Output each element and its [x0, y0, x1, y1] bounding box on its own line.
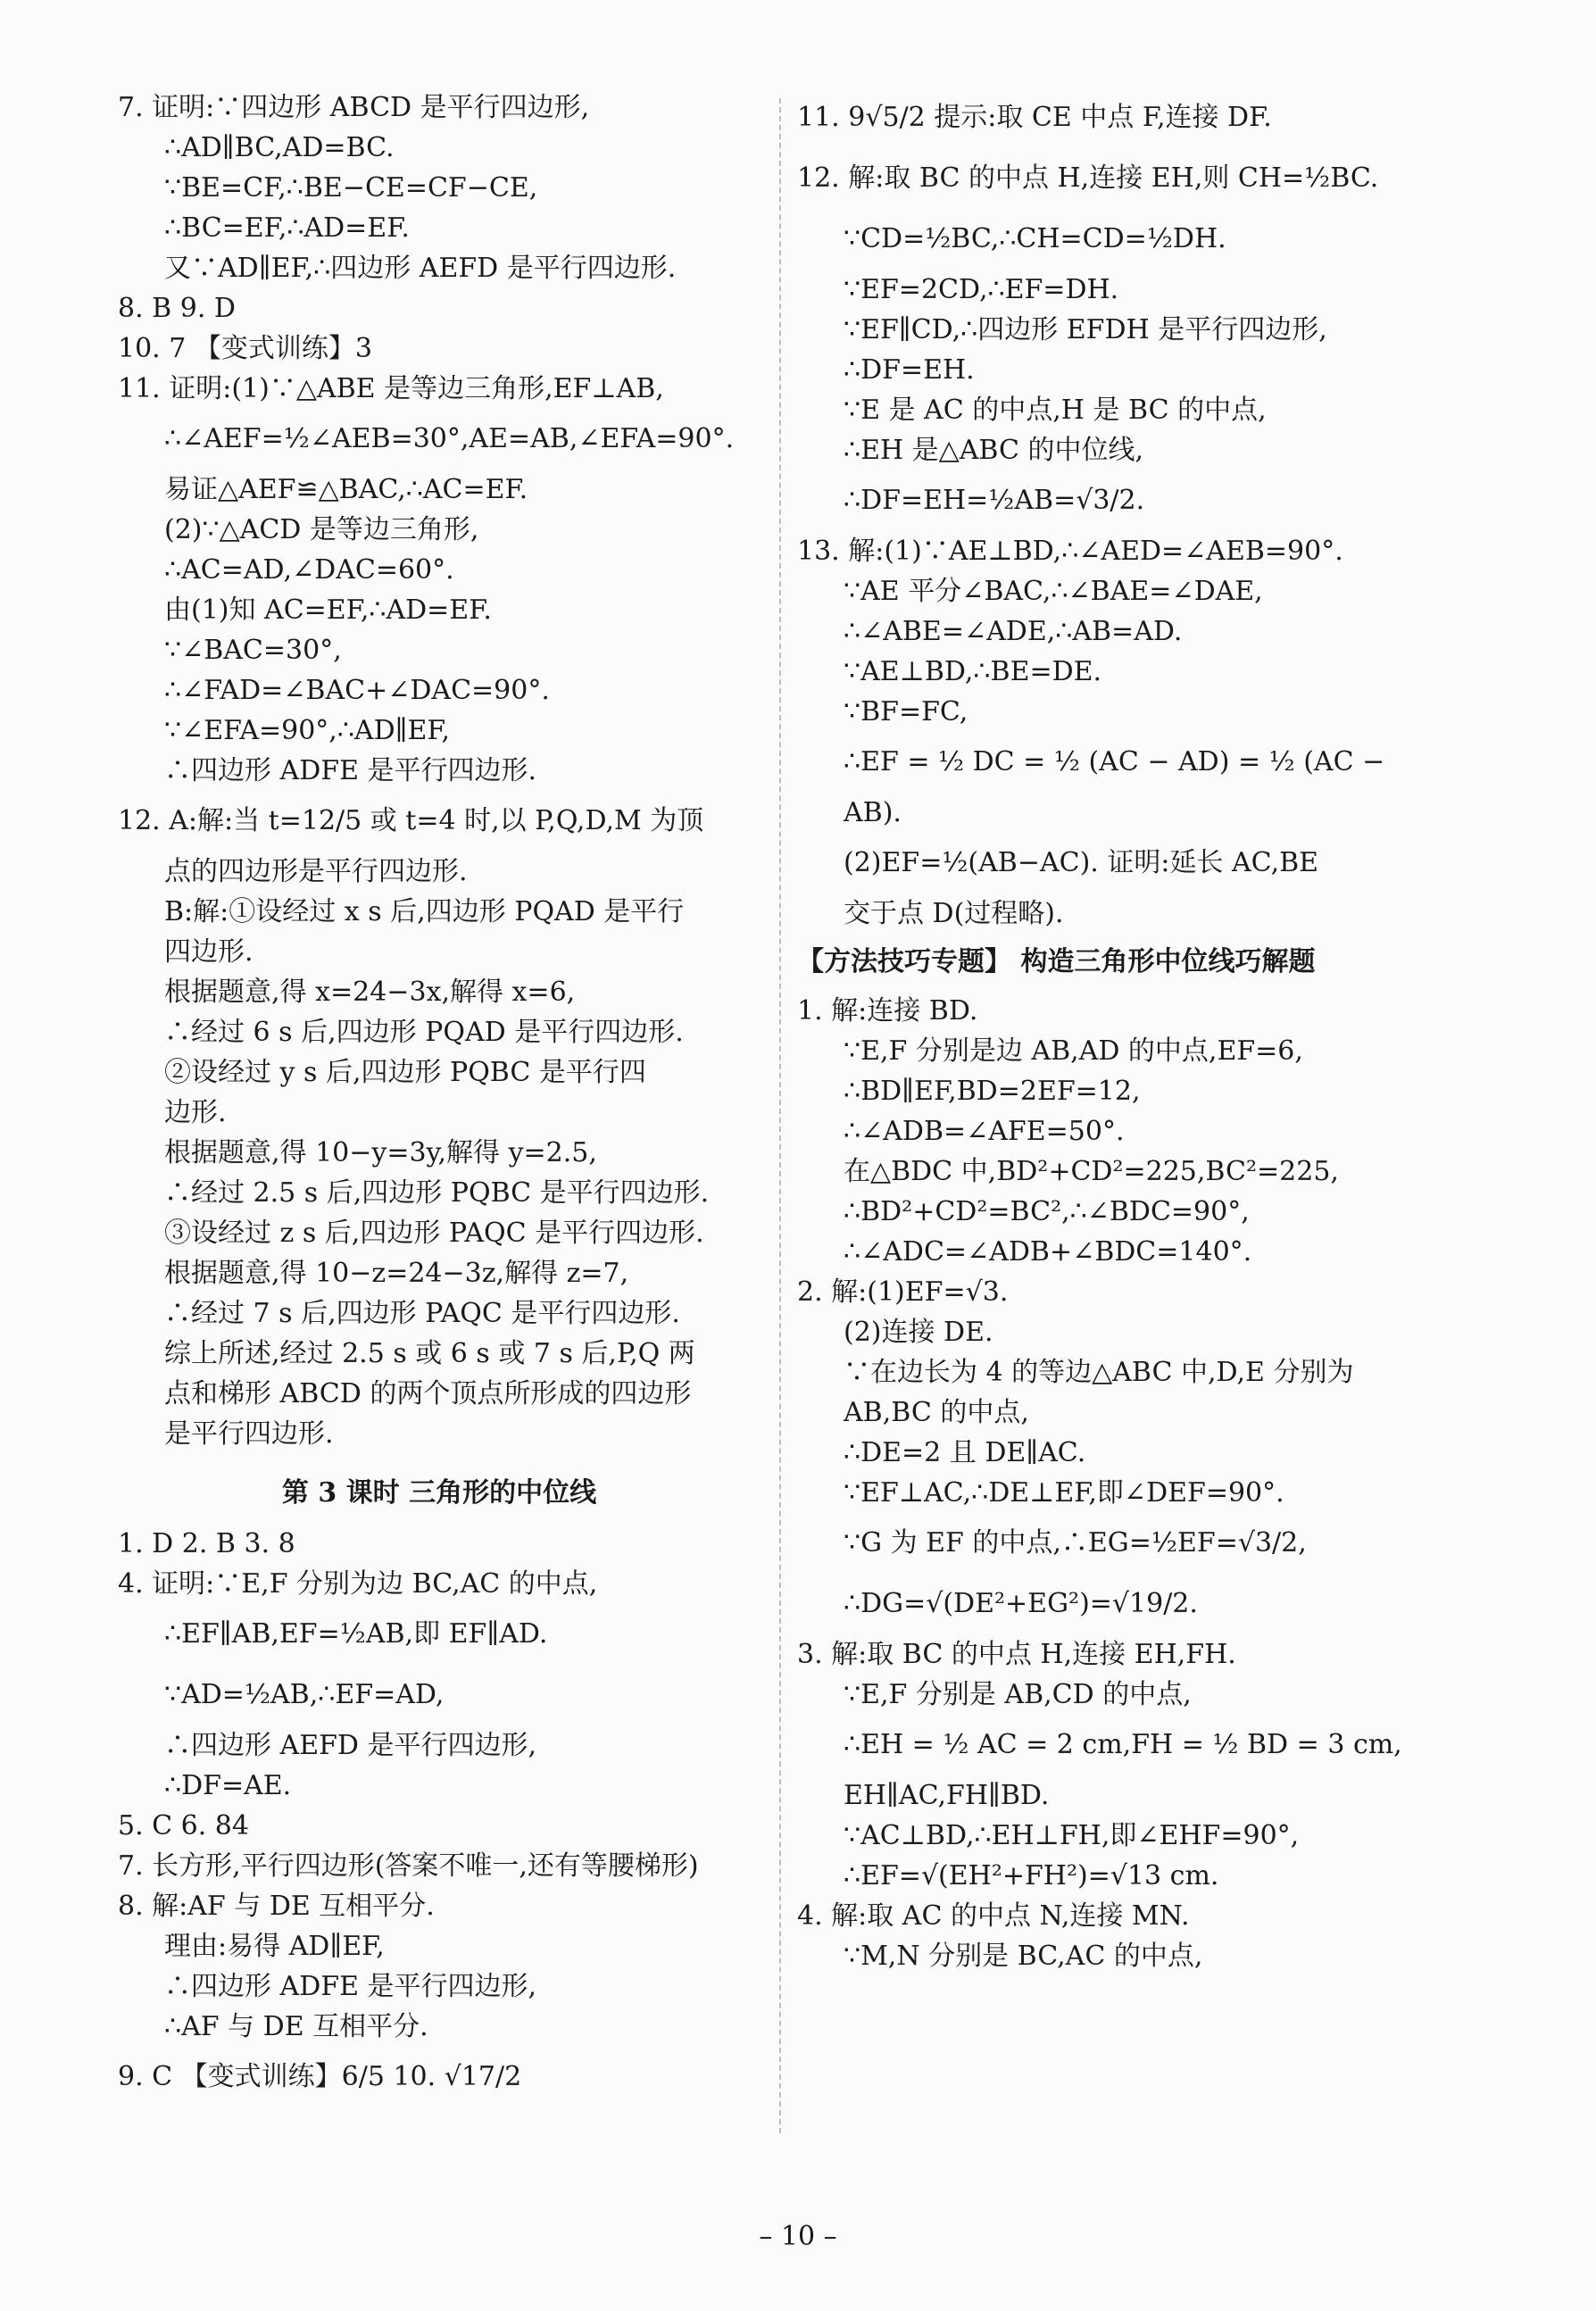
left-text-line: ∴∠AEF=½∠AEB=30°,AE=AB,∠EFA=90°. — [164, 423, 735, 454]
column-divider — [779, 98, 781, 2133]
right-text-line: ∵CD=½BC,∴CH=CD=½DH. — [844, 223, 1226, 254]
left-text-line: 根据题意,得 x=24−3x,解得 x=6, — [164, 977, 576, 1008]
right-text-line: 13. 解:(1)∵AE⊥BD,∴∠AED=∠AEB=90°. — [797, 536, 1343, 567]
left-text-line: ∴AD∥BC,AD=BC. — [164, 132, 395, 163]
left-text-line: ∴四边形 ADFE 是平行四边形, — [164, 1971, 537, 2002]
left-text-line: 8. B 9. D — [118, 293, 236, 324]
right-column — [797, 87, 1458, 1976]
left-text-line: 7. 长方形,平行四边形(答案不唯一,还有等腰梯形) — [118, 1850, 699, 1882]
left-text-line: ∵BE=CF,∴BE−CE=CF−CE, — [164, 172, 538, 204]
right-text-line: 11. 9√5/2 提示:取 CE 中点 F,连接 DF. — [797, 102, 1272, 133]
left-text-line: 11. 证明:(1)∵△ABE 是等边三角形,EF⊥AB, — [118, 373, 664, 404]
right-text-line: AB,BC 的中点, — [844, 1397, 1029, 1428]
left-text-line: 理由:易得 AD∥EF, — [164, 1931, 385, 1962]
left-text-line: 边形. — [164, 1097, 227, 1128]
right-text-line: ∵在边长为 4 的等边△ABC 中,D,E 分别为 — [844, 1357, 1354, 1388]
right-text-line: ∴∠ADC=∠ADB+∠BDC=140°. — [844, 1236, 1252, 1268]
right-text-line: ∵E 是 AC 的中点,H 是 BC 的中点, — [844, 395, 1267, 426]
left-text-line: ∴DF=AE. — [164, 1770, 292, 1801]
left-text-line: ∴四边形 AEFD 是平行四边形, — [164, 1730, 537, 1761]
page-number: – 10 – — [759, 2221, 837, 2252]
left-text-line: ∴EF∥AB,EF=½AB,即 EF∥AD. — [164, 1618, 548, 1650]
left-text-line: B:解:①设经过 x s 后,四边形 PQAD 是平行 — [164, 896, 685, 927]
right-text-line: ∵AE⊥BD,∴BE=DE. — [844, 656, 1102, 687]
left-text-line: 第 3 课时 三角形的中位线 — [281, 1477, 597, 1509]
right-text-line: EH∥AC,FH∥BD. — [844, 1780, 1050, 1811]
right-text-line: ∵G 为 EF 的中点,∴EG=½EF=√3/2, — [844, 1527, 1307, 1559]
right-text-line: AB). — [844, 797, 902, 828]
left-text-line: 12. A:解:当 t=12/5 或 t=4 时,以 P,Q,D,M 为顶 — [118, 805, 704, 836]
left-text-line: 易证△AEF≌△BAC,∴AC=EF. — [164, 474, 528, 505]
right-text-line: ∴∠ABE=∠ADE,∴AB=AD. — [844, 616, 1183, 647]
left-text-line: ∵∠EFA=90°,∴AD∥EF, — [164, 715, 451, 746]
right-text-line: ∵AE 平分∠BAC,∴∠BAE=∠DAE, — [844, 576, 1263, 607]
right-text-line: ∴EF = ½ DC = ½ (AC − AD) = ½ (AC − — [844, 746, 1385, 777]
right-text-line: 12. 解:取 BC 的中点 H,连接 EH,则 CH=½BC. — [797, 162, 1379, 194]
right-text-line: 【方法技巧专题】 构造三角形中位线巧解题 — [797, 946, 1316, 977]
left-text-line: 根据题意,得 10−z=24−3z,解得 z=7, — [164, 1258, 629, 1289]
left-text-line: ∴经过 6 s 后,四边形 PQAD 是平行四边形. — [164, 1017, 684, 1048]
right-text-line: ∴EH = ½ AC = 2 cm,FH = ½ BD = 3 cm, — [844, 1729, 1402, 1760]
left-text-line: 又∵AD∥EF,∴四边形 AEFD 是平行四边形. — [164, 253, 677, 284]
right-text-line: 2. 解:(1)EF=√3. — [797, 1276, 1009, 1308]
left-text-line: ∴经过 2.5 s 后,四边形 PQBC 是平行四边形. — [164, 1177, 710, 1209]
left-text-line: ∴四边形 ADFE 是平行四边形. — [164, 755, 537, 786]
left-text-line: ∵∠BAC=30°, — [164, 635, 342, 666]
right-text-line: ∵E,F 分别是边 AB,AD 的中点,EF=6, — [844, 1035, 1303, 1067]
right-text-line: 3. 解:取 BC 的中点 H,连接 EH,FH. — [797, 1639, 1236, 1670]
right-text-line: 1. 解:连接 BD. — [797, 995, 978, 1027]
left-text-line: 7. 证明:∵四边形 ABCD 是平行四边形, — [118, 92, 590, 123]
left-text-line: 根据题意,得 10−y=3y,解得 y=2.5, — [164, 1137, 597, 1168]
left-text-line: 是平行四边形. — [164, 1418, 334, 1450]
right-text-line: ∵EF=2CD,∴EF=DH. — [844, 274, 1119, 305]
right-text-line: ∴EF=√(EH²+FH²)=√13 cm. — [844, 1860, 1219, 1891]
left-text-line: 5. C 6. 84 — [118, 1810, 249, 1841]
right-text-line: ∴BD∥EF,BD=2EF=12, — [844, 1076, 1141, 1107]
left-text-line: (2)∵△ACD 是等边三角形, — [164, 514, 479, 545]
left-text-line: ③设经过 z s 后,四边形 PAQC 是平行四边形. — [164, 1218, 704, 1249]
right-text-line: ∵BF=FC, — [844, 696, 968, 727]
left-text-line: 四边形. — [164, 936, 254, 968]
right-text-line: 4. 解:取 AC 的中点 N,连接 MN. — [797, 1900, 1190, 1932]
right-text-line: ∵EF∥CD,∴四边形 EFDH 是平行四边形, — [844, 314, 1327, 345]
right-text-line: ∵M,N 分别是 BC,AC 的中点, — [844, 1941, 1203, 1972]
right-text-line: ∴DE=2 且 DE∥AC. — [844, 1437, 1086, 1468]
left-text-line: 4. 证明:∵E,F 分别为边 BC,AC 的中点, — [118, 1568, 598, 1600]
right-text-line: (2)连接 DE. — [844, 1317, 993, 1348]
left-text-line: 点和梯形 ABCD 的两个顶点所形成的四边形 — [164, 1378, 692, 1409]
right-text-line: ∵EF⊥AC,∴DE⊥EF,即∠DEF=90°. — [844, 1477, 1284, 1509]
right-text-line: (2)EF=½(AB−AC). 证明:延长 AC,BE — [844, 847, 1319, 878]
right-text-line: ∵E,F 分别是 AB,CD 的中点, — [844, 1679, 1192, 1710]
left-text-line: ∴∠FAD=∠BAC+∠DAC=90°. — [164, 675, 550, 706]
left-text-line: 10. 7 【变式训练】3 — [118, 333, 372, 364]
right-text-line: ∴DF=EH. — [844, 354, 975, 386]
left-text-line: ∴BC=EF,∴AD=EF. — [164, 212, 410, 244]
right-text-line: ∴∠ADB=∠AFE=50°. — [844, 1116, 1125, 1147]
right-text-line: 交于点 D(过程略). — [844, 898, 1064, 929]
left-text-line: ∴AF 与 DE 互相平分. — [164, 2011, 428, 2042]
right-text-line: ∴DG=√(DE²+EG²)=√19/2. — [844, 1588, 1198, 1619]
left-text-line: 8. 解:AF 与 DE 互相平分. — [118, 1891, 435, 1922]
left-text-line: ∴经过 7 s 后,四边形 PAQC 是平行四边形. — [164, 1298, 680, 1329]
left-text-line: ∴AC=AD,∠DAC=60°. — [164, 554, 454, 586]
right-text-line: ∵AC⊥BD,∴EH⊥FH,即∠EHF=90°, — [844, 1820, 1300, 1851]
left-text-line: ∵AD=½AB,∴EF=AD, — [164, 1679, 445, 1710]
left-column — [118, 87, 761, 2107]
left-text-line: 点的四边形是平行四边形. — [164, 856, 468, 887]
right-text-line: ∴DF=EH=½AB=√3/2. — [844, 485, 1145, 516]
left-text-line: 9. C 【变式训练】6/5 10. √17/2 — [118, 2061, 522, 2092]
left-text-line: 由(1)知 AC=EF,∴AD=EF. — [164, 594, 492, 626]
right-text-line: ∴EH 是△ABC 的中位线, — [844, 435, 1144, 466]
left-text-line: ②设经过 y s 后,四边形 PQBC 是平行四 — [164, 1057, 646, 1088]
right-text-line: 在△BDC 中,BD²+CD²=225,BC²=225, — [844, 1156, 1339, 1187]
left-text-line: 1. D 2. B 3. 8 — [118, 1528, 295, 1559]
right-text-line: ∴BD²+CD²=BC²,∴∠BDC=90°, — [844, 1196, 1250, 1227]
left-text-line: 综上所述,经过 2.5 s 或 6 s 或 7 s 后,P,Q 两 — [164, 1338, 695, 1369]
